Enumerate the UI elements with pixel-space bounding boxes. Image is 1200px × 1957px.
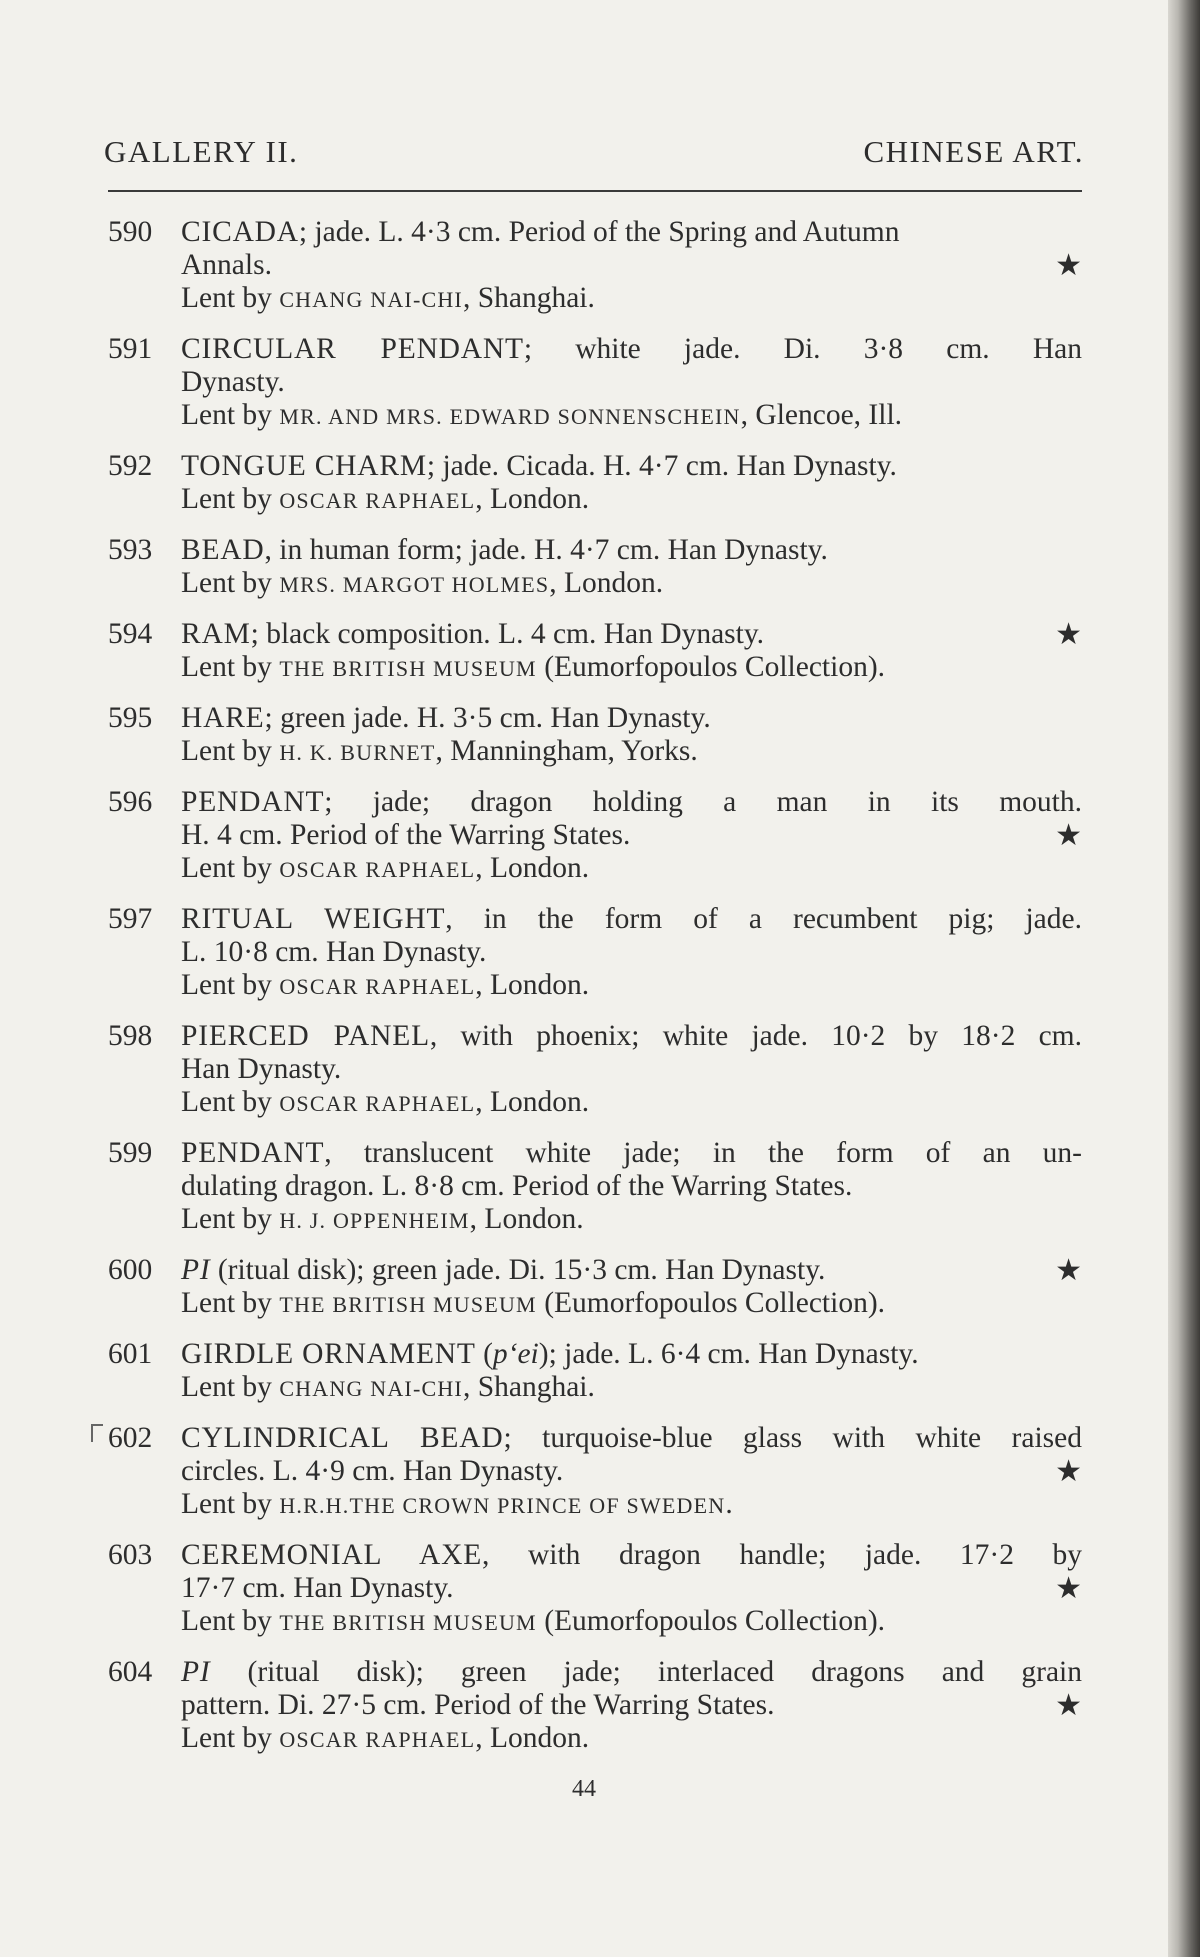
entry-lender-line: Lent by OSCAR RAPHAEL, London.	[181, 852, 590, 884]
lender-name: MRS. MARGOT HOLMES	[279, 572, 550, 597]
header-section: CHINESE ART.	[863, 134, 1084, 169]
entry-title: CIRCULAR PENDANT	[181, 333, 524, 365]
star-icon: ★	[1055, 1455, 1082, 1488]
entry-description: GIRDLE ORNAMENT (p‘ei); jade. L. 6·4 cm. Han Dynasty.	[181, 1338, 919, 1370]
entry-title: PENDANT	[181, 786, 325, 818]
page-number: 44	[572, 1776, 596, 1802]
lender-name: THE BRITISH MUSEUM	[279, 1610, 537, 1635]
entry-description: PI (ritual disk); green jade. Di. 15·3 cm. Han Dynasty. ★	[181, 1254, 1082, 1287]
catalogue-entry-601	[108, 1338, 1082, 1405]
entry-description-cont: Dynasty.	[181, 366, 285, 398]
catalogue-entry-595	[108, 702, 1082, 769]
star-icon: ★	[1055, 1689, 1082, 1722]
entry-number: 604	[108, 1656, 153, 1688]
lender-name: OSCAR RAPHAEL	[279, 488, 476, 513]
entry-title: PIERCED PANEL	[181, 1020, 430, 1052]
entry-title: PI	[181, 1656, 211, 1688]
entry-description: RAM; black composition. L. 4 cm. Han Dynasty. ★	[181, 618, 1082, 651]
lender-name: THE BRITISH MUSEUM	[279, 1292, 537, 1317]
entry-number: 591	[108, 333, 153, 365]
entry-title: BEAD	[181, 534, 265, 566]
lender-name: OSCAR RAPHAEL	[279, 1727, 476, 1752]
catalogue-entry-604	[108, 1656, 1082, 1756]
entry-description: BEAD, in human form; jade. H. 4·7 cm. Han Dynasty.	[181, 534, 828, 566]
entry-lender-line: Lent by MR. AND MRS. EDWARD SONNENSCHEIN, Glencoe, Ill.	[181, 399, 903, 431]
catalogue-entry-599	[108, 1137, 1082, 1237]
running-header	[104, 134, 1084, 170]
entry-description: CIRCULAR PENDANT; white jade. Di. 3·8 cm. Han	[181, 333, 1082, 365]
star-icon: ★	[1055, 1572, 1082, 1605]
catalogue-entry-598	[108, 1020, 1082, 1120]
catalogue-entry-594	[108, 618, 1082, 685]
catalogue-entry-593	[108, 534, 1082, 601]
lender-name: OSCAR RAPHAEL	[279, 1091, 476, 1116]
entry-number: 597	[108, 903, 153, 935]
entry-number: 603	[108, 1539, 153, 1571]
entry-description-cont: L. 10·8 cm. Han Dynasty.	[181, 936, 487, 968]
entry-title: HARE	[181, 702, 265, 734]
entry-lender-line: Lent by H. J. OPPENHEIM, London.	[181, 1203, 584, 1235]
entry-description-cont: Annals. ★	[181, 249, 1082, 282]
entry-lender-line: Lent by THE BRITISH MUSEUM (Eumorfopoulos Collection).	[181, 1605, 886, 1637]
catalogue-entry-602	[108, 1422, 1082, 1522]
lender-name: THE BRITISH MUSEUM	[279, 656, 537, 681]
entry-description: CYLINDRICAL BEAD; turquoise-blue glass with white raised	[181, 1422, 1082, 1454]
catalogue-entry-591	[108, 333, 1082, 433]
entry-lender-line: Lent by CHANG NAI-CHI, Shanghai.	[181, 282, 595, 314]
entry-title: GIRDLE ORNAMENT	[181, 1338, 476, 1370]
entry-description: RITUAL WEIGHT, in the form of a recumbent pig; jade.	[181, 903, 1082, 935]
entry-number: 592	[108, 450, 153, 482]
entry-description: HARE; green jade. H. 3·5 cm. Han Dynasty.	[181, 702, 711, 734]
lender-name: H.R.H.THE CROWN PRINCE OF SWEDEN	[279, 1493, 726, 1518]
catalogue-entry-592	[108, 450, 1082, 517]
lender-name: MR. AND MRS. EDWARD SONNENSCHEIN	[279, 404, 741, 429]
entry-lender-line: Lent by OSCAR RAPHAEL, London.	[181, 1722, 590, 1754]
entry-description: CEREMONIAL AXE, with dragon handle; jade. 17·2 by	[181, 1539, 1083, 1571]
lender-name: OSCAR RAPHAEL	[279, 974, 476, 999]
entry-title: PENDANT	[181, 1137, 325, 1169]
entry-description-cont: 17·7 cm. Han Dynasty. ★	[181, 1572, 1082, 1605]
entry-description: PENDANT, translucent white jade; in the form of an un-	[181, 1137, 1082, 1169]
entry-number: 599	[108, 1137, 153, 1169]
entry-description: CICADA; jade. L. 4·3 cm. Period of the Spring and Autumn	[181, 216, 900, 248]
star-icon: ★	[1055, 819, 1082, 852]
entry-description-cont: circles. L. 4·9 cm. Han Dynasty. ★	[181, 1455, 1082, 1488]
entry-description-cont: pattern. Di. 27·5 cm. Period of the Warring States. ★	[181, 1689, 1082, 1722]
lender-name: CHANG NAI-CHI	[279, 287, 463, 312]
entry-number: 601	[108, 1338, 153, 1370]
lender-name: H. K. BURNET	[279, 740, 436, 765]
entry-description: PI (ritual disk); green jade; interlaced dragons and grain	[181, 1656, 1082, 1688]
entry-description: TONGUE CHARM; jade. Cicada. H. 4·7 cm. Han Dynasty.	[181, 450, 897, 482]
entry-title: CYLINDRICAL BEAD	[181, 1422, 504, 1454]
entry-number: 595	[108, 702, 153, 734]
book-edge	[1168, 0, 1200, 1957]
star-icon: ★	[1055, 249, 1082, 282]
entry-description-cont: Han Dynasty.	[181, 1053, 342, 1085]
entry-title: RITUAL WEIGHT	[181, 903, 446, 935]
entry-description: PENDANT; jade; dragon holding a man in its mouth.	[181, 786, 1082, 818]
catalogue-entry-590	[108, 216, 1082, 316]
entry-lender-line: Lent by MRS. MARGOT HOLMES, London.	[181, 567, 664, 599]
entry-number: 590	[108, 216, 153, 248]
entry-description: PIERCED PANEL, with phoenix; white jade. 10·2 by 18·2 cm.	[181, 1020, 1082, 1052]
entry-number: 602	[108, 1422, 153, 1454]
entry-list	[108, 216, 1082, 1773]
entry-title: PI	[181, 1254, 211, 1286]
entry-description-cont: H. 4 cm. Period of the Warring States. ★	[181, 819, 1082, 852]
lender-name: H. J. OPPENHEIM	[279, 1208, 470, 1233]
entry-number: 600	[108, 1254, 153, 1286]
entry-title: TONGUE CHARM	[181, 450, 427, 482]
lender-name: OSCAR RAPHAEL	[279, 857, 476, 882]
catalogue-entry-600	[108, 1254, 1082, 1321]
header-gallery: GALLERY II.	[104, 134, 299, 169]
star-icon: ★	[1055, 1254, 1082, 1287]
entry-lender-line: Lent by THE BRITISH MUSEUM (Eumorfopoulos Collection).	[181, 1287, 886, 1319]
entry-lender-line: Lent by H. K. BURNET, Manningham, Yorks.	[181, 735, 698, 767]
entry-lender-line: Lent by OSCAR RAPHAEL, London.	[181, 483, 590, 515]
entry-lender-line: Lent by CHANG NAI-CHI, Shanghai.	[181, 1371, 595, 1403]
catalogue-entry-596	[108, 786, 1082, 886]
pencil-bracket-mark	[91, 1424, 103, 1442]
header-rule	[108, 190, 1082, 192]
entry-number: 596	[108, 786, 153, 818]
lender-name: CHANG NAI-CHI	[279, 1376, 463, 1401]
entry-description-cont: dulating dragon. L. 8·8 cm. Period of the Warring States.	[181, 1170, 853, 1202]
entry-number: 593	[108, 534, 153, 566]
entry-lender-line: Lent by THE BRITISH MUSEUM (Eumorfopoulos Collection).	[181, 651, 886, 683]
entry-lender-line: Lent by OSCAR RAPHAEL, London.	[181, 969, 590, 1001]
entry-number: 594	[108, 618, 153, 650]
entry-lender-line: Lent by H.R.H.THE CROWN PRINCE OF SWEDEN.	[181, 1488, 733, 1520]
entry-number: 598	[108, 1020, 153, 1052]
catalogue-entry-597	[108, 903, 1082, 1003]
catalogue-entry-603	[108, 1539, 1082, 1639]
star-icon: ★	[1055, 618, 1082, 651]
entry-lender-line: Lent by OSCAR RAPHAEL, London.	[181, 1086, 590, 1118]
entry-title: RAM	[181, 618, 251, 650]
entry-title: CEREMONIAL AXE	[181, 1539, 483, 1571]
entry-title: CICADA	[181, 216, 299, 248]
